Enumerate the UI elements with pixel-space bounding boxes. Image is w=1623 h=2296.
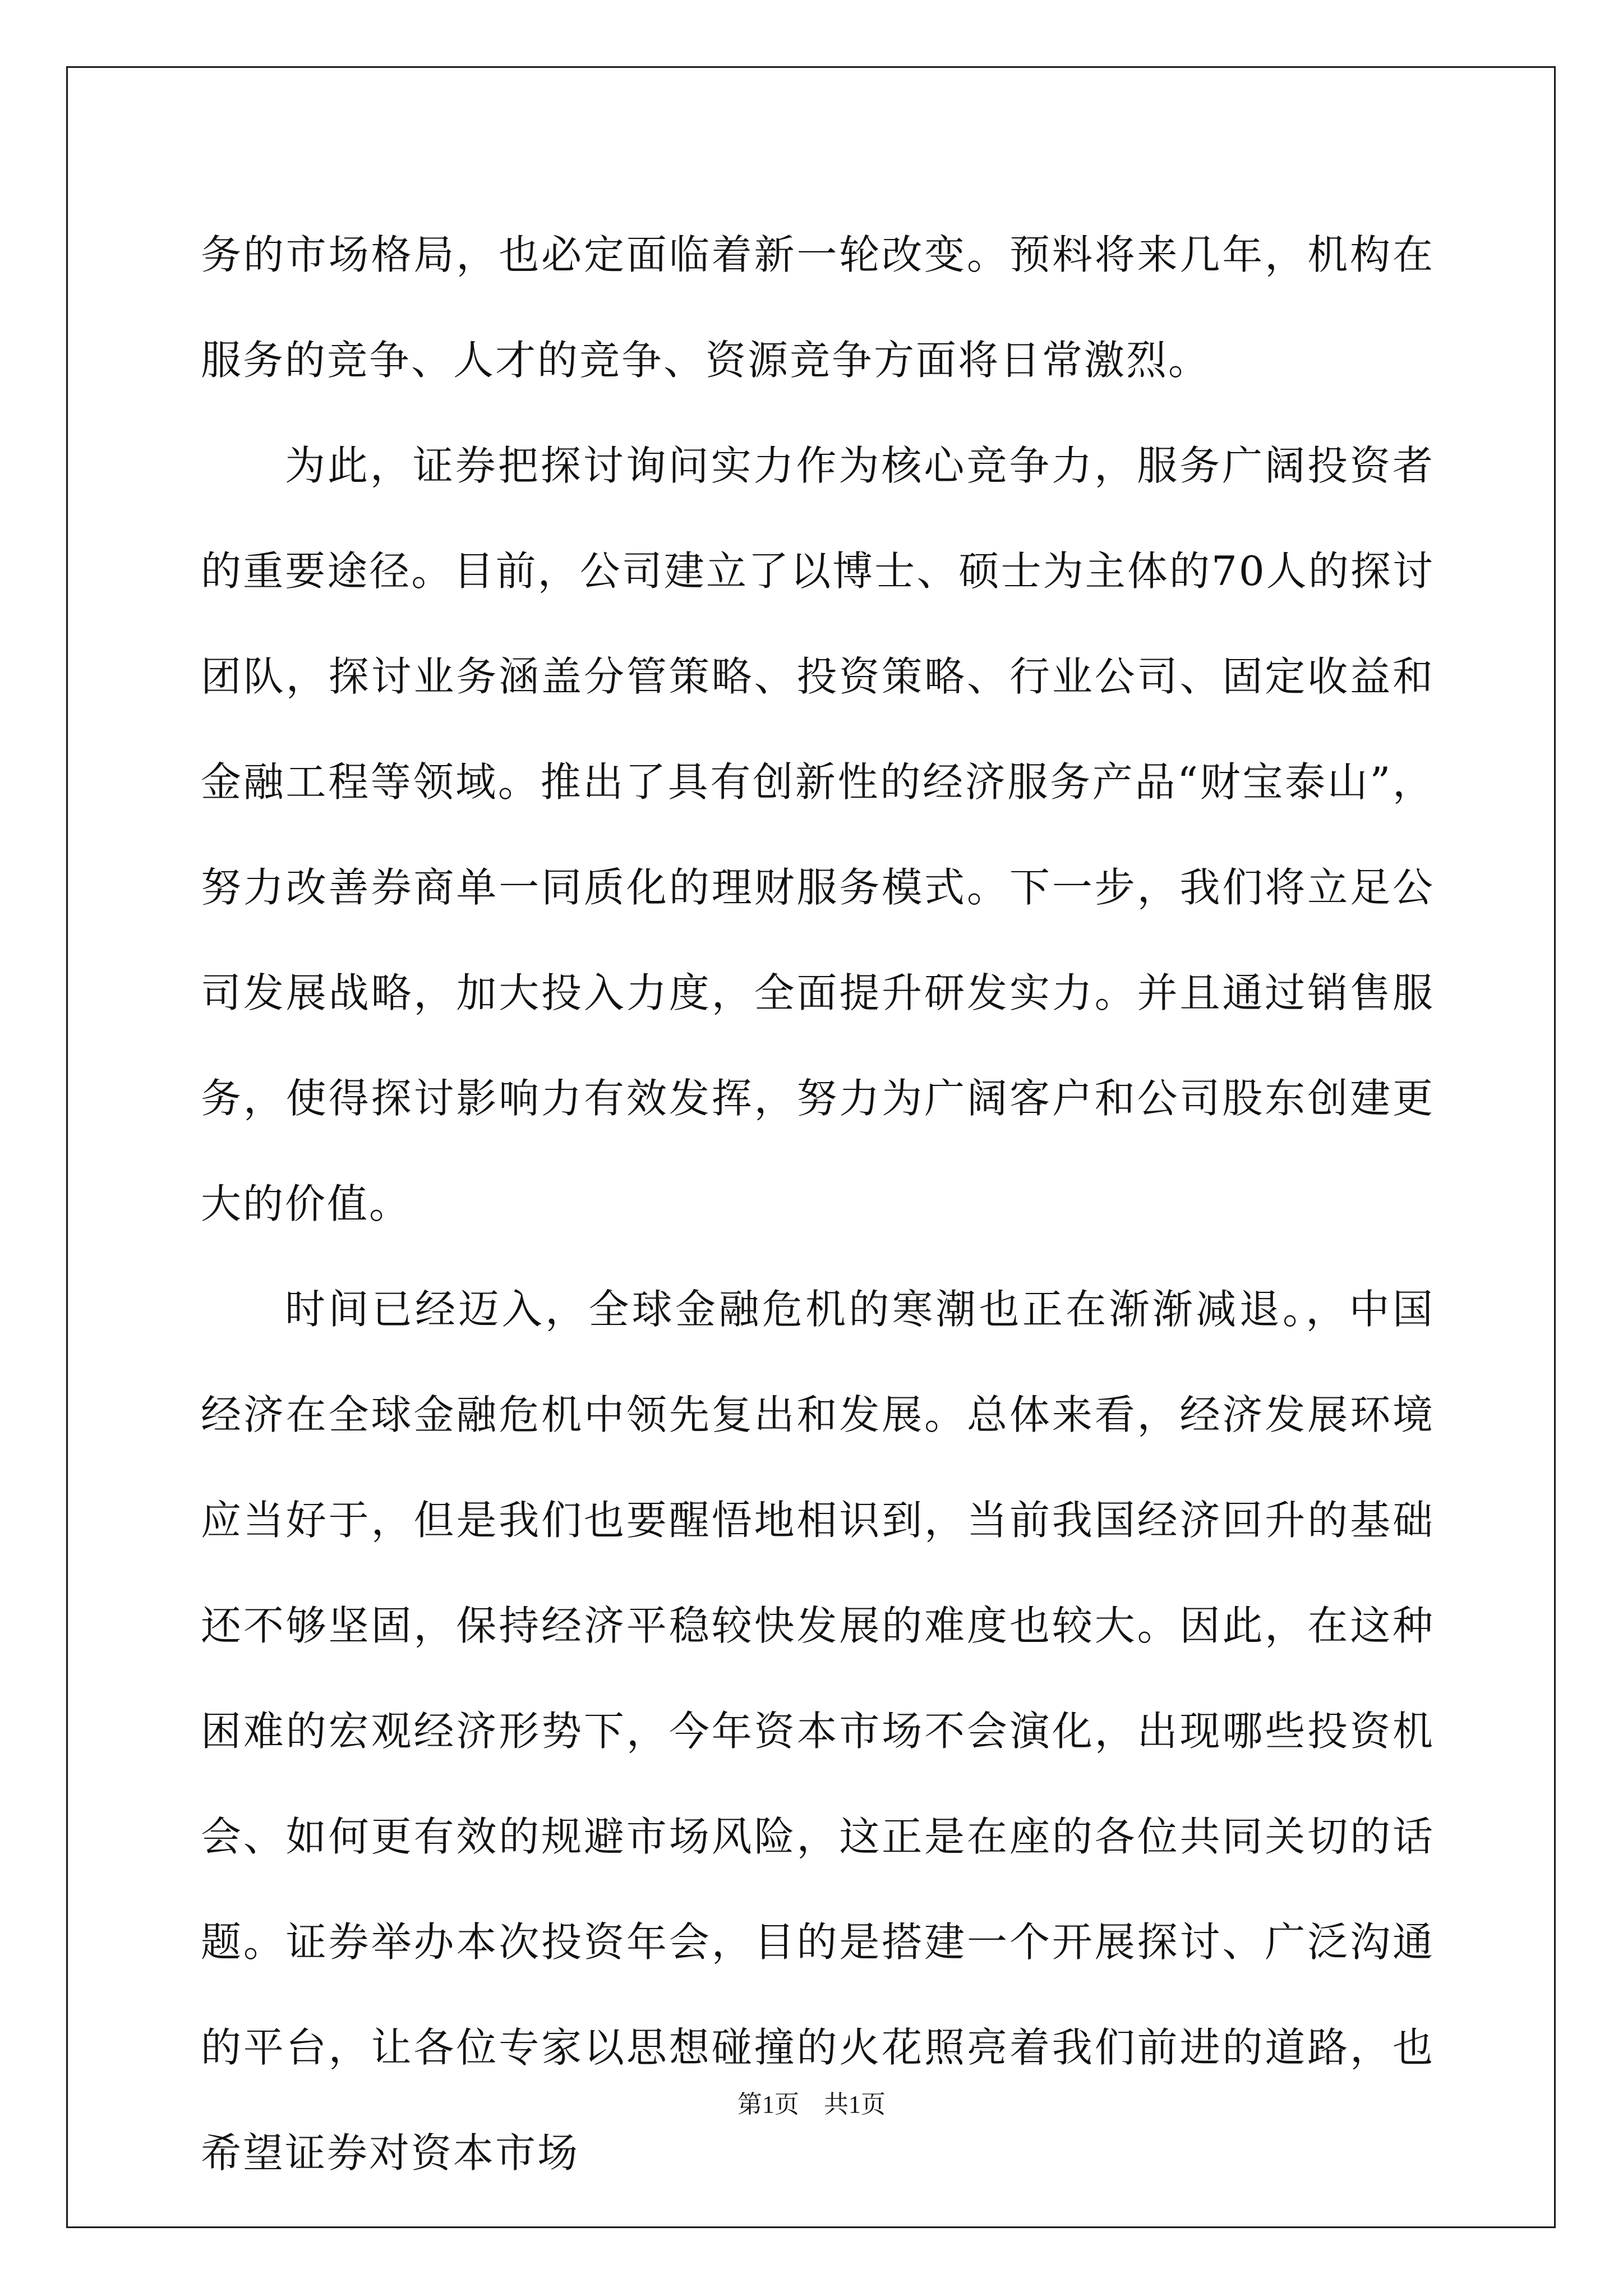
paragraph-3: 时间已经迈入，全球金融危机的寒潮也正在渐渐减退。，中国经济在全球金融危机中领先复出和发展。总体来看，经济发展环境应当好于，但是我们也要醒悟地相识到，当前我国经济回升的基础还不够坚固，保持经济平稳较快发展的难度也较大。因此，在这种困难的宏观经济形势下，今年资本市场不会演化，出现哪些投资机会、如何更有效的规避市场风险，这正是在座的各位共同关切的话题。证券举办本次投资年会，目的是搭建一个开展探讨、广泛沟通的平台，让各位专家以思想碰撞的火花照亮着我们前进的道路，也希望证券对资本市场 [201, 1286, 1435, 2177]
paragraph-2: 为此，证券把探讨询问实力作为核心竞争力，服务广阔投资者的重要途径。目前，公司建立了以博士、硕士为主体的70人的探讨团队，探讨业务涵盖分管策略、投资策略、行业公司、固定收益和金融工程等领域。推出了具有创新性的经济服务产品“财宝泰山”，努力改善券商单一同质化的理财服务模式。下一步，我们将立足公司发展战略，加大投入力度，全面提升研发实力。并且通过销售服务，使得探讨影响力有效发挥，努力为广阔客户和公司股东创建更大的价值。 [201, 442, 1435, 1227]
paragraph-1: 务的市场格局，也必定面临着新一轮改变。预料将来几年，机构在服务的竞争、人才的竞争、资源竞争方面将日常激烈。 [201, 231, 1435, 384]
document-body [201, 202, 1435, 2206]
page-number-footer: 第1页 共1页 [737, 2091, 886, 2118]
